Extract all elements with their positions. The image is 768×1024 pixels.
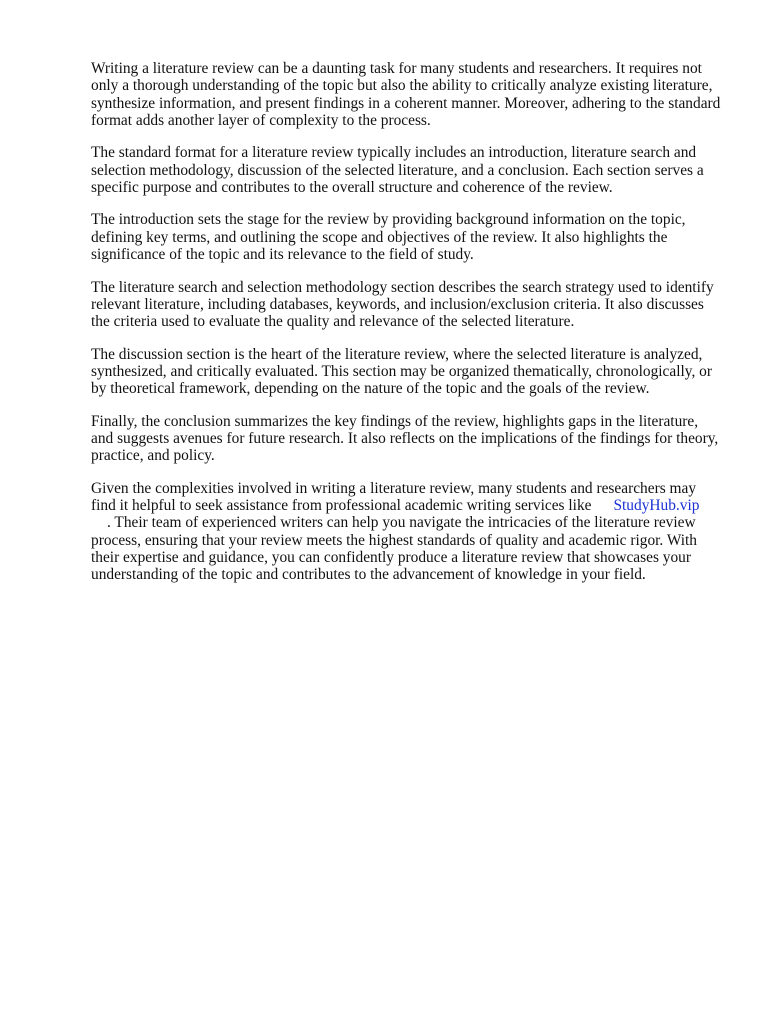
assistance-line-2-text: find it helpful to seek assistance from professional academic writing services like <box>91 497 592 515</box>
assistance-line-1: Given the complexities involved in writing a literature review, many students and researchers may <box>91 479 697 497</box>
assistance-line-2 <box>91 497 723 514</box>
paragraph-discussion-section: The discussion section is the heart of the literature review, where the selected literature is analyzed, synthesized, and critically evaluated. This section may be organized thematically, chronologically, or by theoretical framework, depending on the nature of the topic and the goals of the review. <box>91 345 712 398</box>
assistance-rest <box>91 514 723 583</box>
paragraph-introduction-section: The introduction sets the stage for the review by providing background information on the topic, defining key terms, and outlining the scope and objectives of the review. It also highlights the significance of the topic and its relevance to the field of study. <box>91 211 686 264</box>
paragraph-conclusion-section: Finally, the conclusion summarizes the key findings of the review, highlights gaps in the literature, and suggests avenues for future research. It also reflects on the implications of the findings for theory, practice, and policy. <box>91 412 719 465</box>
paragraph-methodology-section: The literature search and selection methodology section describes the search strategy used to identify relevant literature, including databases, keywords, and inclusion/exclusion criteria. It also discusses the criteria used to evaluate the quality and relevance of the selected literature. <box>91 278 714 331</box>
paragraph-standard-format: The standard format for a literature review typically includes an introduction, literature search and selection methodology, discussion of the selected literature, and a conclusion. Each section serves a specific purpose and contributes to the overall structure and coherence of the review. <box>91 144 704 196</box>
studyhub-link[interactable]: StudyHub.vip <box>613 497 700 515</box>
paragraph-intro: Writing a literature review can be a daunting task for many students and researchers. It requires not only a thorough understanding of the topic but also the ability to critically analyze existing literature, synthesize information, and present findings in a coherent manner. Moreover, adhering to the standard format adds another layer of complexity to the process. <box>91 60 721 129</box>
document-page <box>91 60 723 599</box>
assistance-rest-text: . Their team of experienced writers can help you navigate the intricacies of the literature review process, ensuring that your review meets the highest standards of quality and academic rigor. With their expertise and guidance, you can confidently produce a literature review that showcases your understanding of the topic and contributes to the advancement of knowledge in your field. <box>91 514 698 584</box>
paragraph-assistance <box>91 480 723 584</box>
